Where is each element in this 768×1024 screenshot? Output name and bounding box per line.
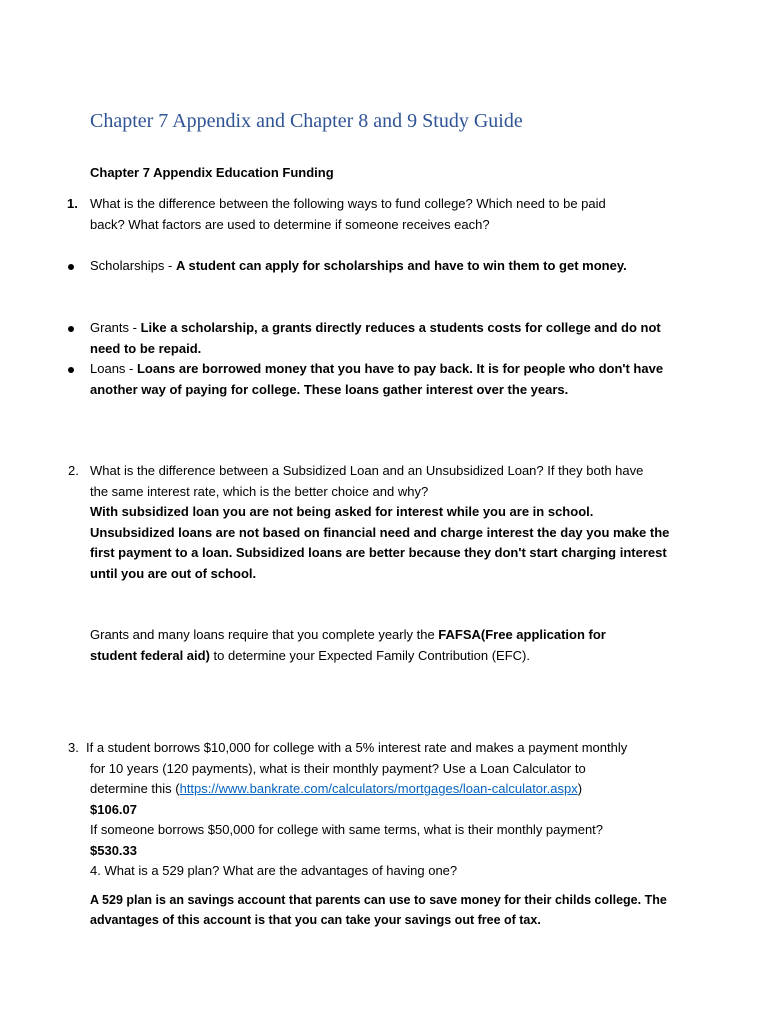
- question-3-line-1: If a student borrows $10,000 for college with a 5% interest rate and makes a payment monthly: [86, 740, 628, 755]
- question-3: [86, 738, 686, 882]
- question-4-answer-line-1: A 529 plan is an savings account that parents can use to save money for their childs college. The: [90, 893, 667, 907]
- bullet-icon: [68, 264, 74, 270]
- question-2-line-2: the same interest rate, which is the better choice and why?: [90, 483, 429, 499]
- fafsa-text-pre: Grants and many loans require that you complete yearly the: [90, 627, 439, 642]
- loans-item: [90, 359, 690, 400]
- grants-answer-line-2: need to be repaid.: [90, 340, 202, 356]
- question-3-line-2: for 10 years (120 payments), what is their monthly payment? Use a Loan Calculator to: [90, 760, 586, 776]
- loans-answer-line-1: Loans are borrowed money that you have to pay back. It is for people who don't have: [136, 361, 664, 376]
- fafsa-bold-1: FAFSA(Free application for: [438, 627, 606, 642]
- fafsa-text-post: to determine your Expected Family Contribution (EFC).: [209, 647, 530, 663]
- scholarships-label: Scholarships -: [90, 258, 176, 273]
- bullet-icon: [68, 367, 74, 373]
- question-number-1: 1.: [67, 196, 78, 211]
- grants-item: [90, 318, 690, 359]
- question-4-answer-line-2: advantages of this account is that you can take your savings out free of tax.: [90, 912, 541, 927]
- question-4-answer: [90, 891, 690, 930]
- question-2-line-1: What is the difference between a Subsidized Loan and an Unsubsidized Loan? If they both have: [90, 463, 644, 478]
- fafsa-bold-2: student federal aid): [90, 647, 210, 663]
- loans-label: Loans -: [90, 361, 137, 376]
- question-2-answer-line-2: Unsubsidized loans are not based on financial need and charge interest the day you make the: [90, 524, 670, 540]
- question-2: [90, 461, 690, 584]
- question-3-answer-2: $530.33: [90, 842, 137, 858]
- question-number-3: 3.: [68, 740, 79, 755]
- question-3-answer-1: $106.07: [90, 801, 137, 817]
- loans-answer-line-2: another way of paying for college. These loans gather interest over the years.: [90, 381, 569, 397]
- bullet-icon: [68, 326, 74, 332]
- question-2-answer-line-1: With subsidized loan you are not being asked for interest while you are in school.: [90, 504, 594, 519]
- fafsa-paragraph: [90, 625, 690, 666]
- loan-calculator-link[interactable]: https://www.bankrate.com/calculators/mortgages/loan-calculator.aspx: [179, 781, 578, 796]
- question-1: [90, 194, 690, 235]
- scholarships-answer: A student can apply for scholarships and have to win them to get money.: [175, 258, 627, 273]
- question-1-line-1: What is the difference between the following ways to fund college? Which need to be paid: [90, 196, 606, 211]
- grants-answer-line-1: Like a scholarship, a grants directly reduces a students costs for college and do not: [140, 320, 661, 335]
- question-number-2: 2.: [68, 463, 79, 478]
- document-title: Chapter 7 Appendix and Chapter 8 and 9 Study Guide: [90, 110, 523, 132]
- question-2-answer-line-3: first payment to a loan. Subsidized loans are better because they don't start charging interest: [90, 545, 667, 560]
- question-4: 4. What is a 529 plan? What are the advantages of having one?: [90, 863, 458, 878]
- grants-label: Grants -: [90, 320, 141, 335]
- question-3-line-3-post: ): [577, 781, 583, 796]
- question-3-line-3-pre: determine this (: [90, 781, 180, 796]
- question-2-answer-line-4: until you are out of school.: [90, 565, 257, 581]
- question-1-line-2: back? What factors are used to determine if someone receives each?: [90, 216, 490, 232]
- scholarships-item: [90, 256, 690, 277]
- question-3-followup: If someone borrows $50,000 for college with same terms, what is their monthly payment?: [90, 822, 604, 837]
- section-heading: Chapter 7 Appendix Education Funding: [90, 165, 334, 180]
